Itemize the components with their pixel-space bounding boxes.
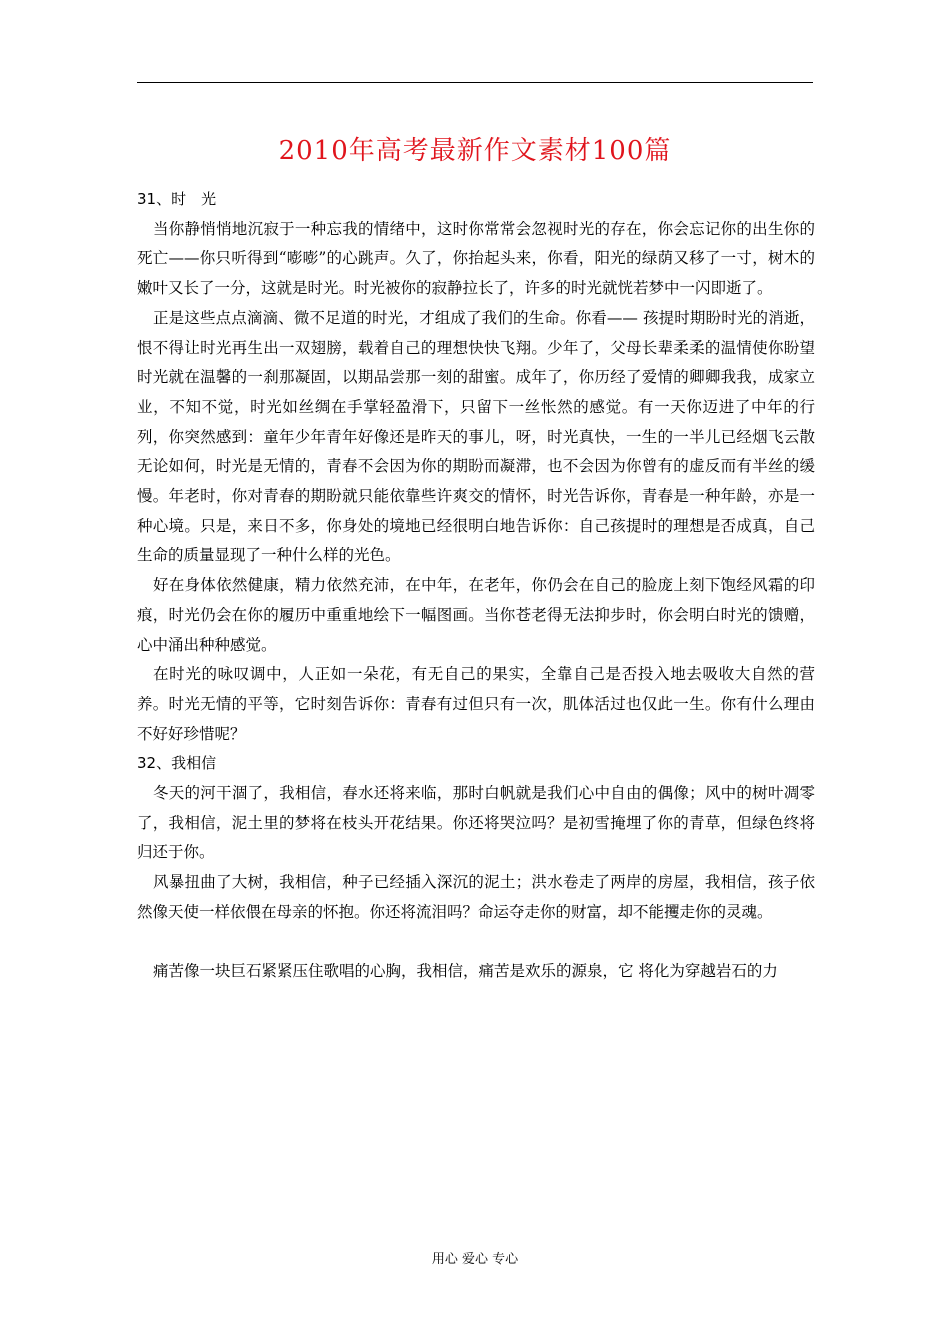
paragraph-spacer — [137, 928, 815, 958]
header-rule — [137, 82, 813, 83]
page-footer: 用心 爱心 专心 — [431, 1252, 519, 1267]
section-heading: 31、时 光 — [137, 190, 217, 208]
section-heading: 32、我相信 — [137, 754, 217, 773]
paragraph: 风暴扭曲了大树，我相信，种子已经插入深沉的泥土；洪水卷走了两岸的房屋，我相信，孩子依然像天使一样依偎在母亲的怀抱。你还将流泪吗？命运夺走你的财富，却不能攫走你的灵魂。 — [137, 873, 815, 921]
paragraph: 正是这些点点滴滴、微不足道的时光，才组成了我们的生命。你看—— 孩提时期盼时光的消逝，恨不得让时光再生出一双翅膀，载着自己的理想快快飞翔。少年了，父母长辈柔柔的温情使你盼望时光就在温馨的一刹那凝固，以期品尝那一刻的甜蜜。成年了，你历经了爱情的卿卿我我，成家立业，不知不觉，时光如丝绸在手掌轻盈滑下，只留下一丝怅然的感觉。有一天你迈进了中年的行列，你突然感到：童年少年青年好像还是昨天的事儿，呀，时光真快，一生的一半儿已经烟飞云散无论如何，时光是无情的，青春不会因为你的期盼而凝滞，也不会因为你曾有的虚反而有半丝的缓慢。年老时，你对青春的期盼就只能依靠些许爽交的情怀，时光告诉你，青春是一种年龄，亦是一种心境。只是，来日不多，你身处的境地已经很明白地告诉你：自己孩提时的理想是否成真，自己生命的质量显现了一种什么样的光色。 — [137, 308, 815, 565]
paragraph: 当你静悄悄地沉寂于一种忘我的情绪中，这时你常常会忽视时光的存在，你会忘记你的出生你的死亡——你只听得到“嘭嘭”的心跳声。久了，你抬起头来，你看，阳光的绿荫又移了一寸，树木的嫩叶又长了一分，这就是时光。时光被你的寂静拉长了，许多的时光就恍若梦中一闪即逝了。 — [137, 219, 815, 298]
document-body — [137, 185, 815, 987]
paragraph: 冬天的河干涸了，我相信，春水还将来临，那时白帆就是我们心中自由的偶像；风中的树叶凋零了，我相信，泥土里的梦将在枝头开花结果。你还将哭泣吗？是初雪掩埋了你的青草，但绿色终将归还于你。 — [137, 784, 815, 862]
paragraph: 在时光的咏叹调中，人正如一朵花，有无自己的果实，全靠自己是否投入地去吸收大自然的营养。时光无情的平等，它时刻告诉你：青春有过但只有一次，肌体活过也仅此一生。你有什么理由不好好珍惜呢？ — [137, 665, 815, 743]
paragraph: 痛苦像一块巨石紧紧压住歌唱的心胸，我相信，痛苦是欢乐的源泉，它 将化为穿越岩石的力 — [153, 962, 778, 981]
document-title: 2010年高考最新作文素材100篇 — [278, 136, 672, 166]
paragraph: 好在身体依然健康，精力依然充沛，在中年，在老年，你仍会在自己的脸庞上刻下饱经风霜的印痕，时光仍会在你的履历中重重地绘下一幅图画。当你苍老得无法抑步时，你会明白时光的馈赠，心中涌出种种感觉。 — [137, 576, 815, 654]
